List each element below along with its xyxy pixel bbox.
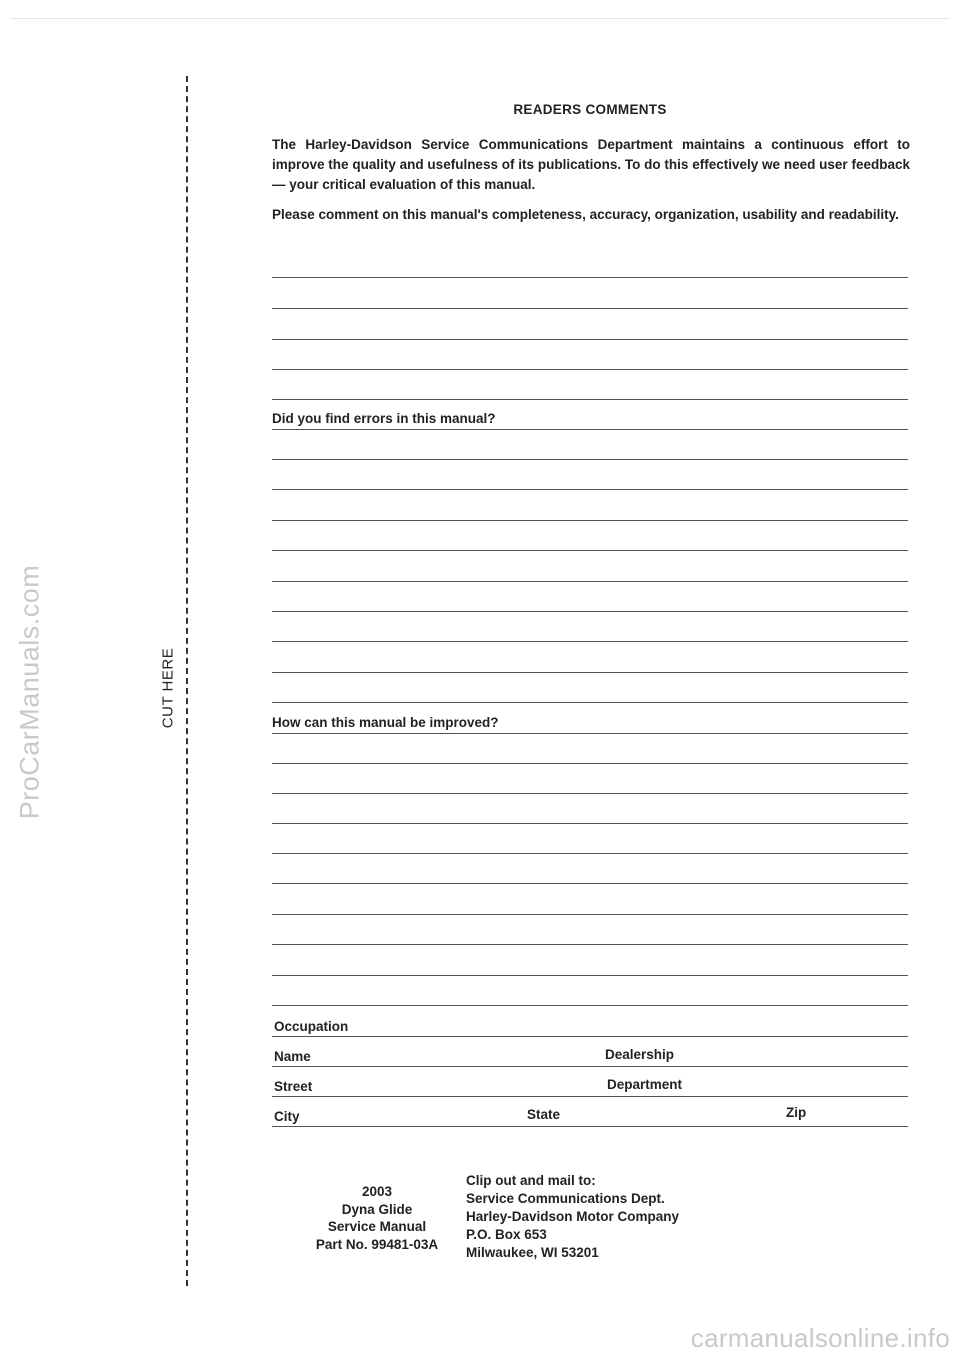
errors-line[interactable] bbox=[272, 611, 908, 612]
page-title: READERS COMMENTS bbox=[513, 102, 667, 117]
comment-line[interactable] bbox=[272, 399, 908, 400]
comment-line[interactable] bbox=[272, 308, 908, 309]
improve-line[interactable] bbox=[272, 853, 908, 854]
mail-line: P.O. Box 653 bbox=[466, 1227, 547, 1242]
improve-line[interactable] bbox=[272, 944, 908, 945]
department-label: Department bbox=[607, 1077, 683, 1092]
improve-question: How can this manual be improved? bbox=[272, 715, 503, 730]
manual-info bbox=[262, 1183, 492, 1253]
improve-line[interactable] bbox=[272, 793, 908, 794]
city-state-zip-field[interactable] bbox=[272, 1126, 908, 1127]
mail-line: Milwaukee, WI 53201 bbox=[466, 1245, 599, 1260]
state-label: State bbox=[527, 1107, 561, 1122]
manual-type: Service Manual bbox=[327, 1219, 427, 1234]
comment-prompt: Please comment on this manual's completeness, accuracy, organization, usability and readability. bbox=[272, 207, 899, 222]
errors-line[interactable] bbox=[272, 520, 908, 521]
errors-line[interactable] bbox=[272, 702, 908, 703]
manual-year: 2003 bbox=[361, 1184, 393, 1199]
improve-line[interactable] bbox=[272, 914, 908, 915]
mailing-address bbox=[466, 1172, 679, 1262]
manual-part-number: Part No. 99481-03A bbox=[315, 1236, 439, 1252]
zip-label: Zip bbox=[786, 1105, 807, 1120]
comment-line[interactable] bbox=[272, 369, 908, 370]
errors-line[interactable] bbox=[272, 459, 908, 460]
mail-line: Harley-Davidson Motor Company bbox=[466, 1209, 680, 1224]
occupation-field[interactable] bbox=[272, 1036, 908, 1037]
errors-line[interactable] bbox=[272, 550, 908, 551]
cut-here-text: CUT HERE bbox=[159, 647, 177, 729]
errors-question: Did you find errors in this manual? bbox=[272, 411, 500, 426]
errors-line[interactable] bbox=[272, 581, 908, 582]
errors-line[interactable] bbox=[272, 641, 908, 642]
occupation-label: Occupation bbox=[274, 1019, 349, 1034]
watermark-carmanualsonline: carmanualsonline.info bbox=[690, 1323, 950, 1353]
improve-line[interactable] bbox=[272, 733, 908, 734]
improve-line[interactable] bbox=[272, 883, 908, 884]
mail-heading: Clip out and mail to: bbox=[466, 1173, 596, 1188]
comment-line[interactable] bbox=[272, 277, 908, 278]
watermark-left-text: ProCarManuals.com bbox=[14, 564, 45, 820]
cut-line bbox=[186, 76, 188, 1286]
street-department-field[interactable] bbox=[272, 1096, 908, 1097]
manual-model: Dyna Glide bbox=[341, 1201, 413, 1217]
improve-line[interactable] bbox=[272, 1005, 908, 1006]
mail-line: Service Communications Dept. bbox=[466, 1191, 665, 1206]
page-top-edge bbox=[10, 18, 950, 19]
dealership-label: Dealership bbox=[605, 1047, 675, 1062]
errors-line[interactable] bbox=[272, 429, 908, 430]
comment-line[interactable] bbox=[272, 339, 908, 340]
city-label: City bbox=[274, 1109, 300, 1124]
errors-line[interactable] bbox=[272, 489, 908, 490]
name-dealership-field[interactable] bbox=[272, 1066, 908, 1067]
street-label: Street bbox=[274, 1079, 313, 1094]
improve-line[interactable] bbox=[272, 823, 908, 824]
intro-paragraph: The Harley-Davidson Service Communications Department maintains a continuous effort to improve the quality and usefulness of its publications. To do this effectively we need user feedback — your critical evaluation of this manual. bbox=[272, 137, 910, 192]
name-label: Name bbox=[274, 1049, 311, 1064]
errors-line[interactable] bbox=[272, 672, 908, 673]
improve-line[interactable] bbox=[272, 975, 908, 976]
improve-line[interactable] bbox=[272, 763, 908, 764]
